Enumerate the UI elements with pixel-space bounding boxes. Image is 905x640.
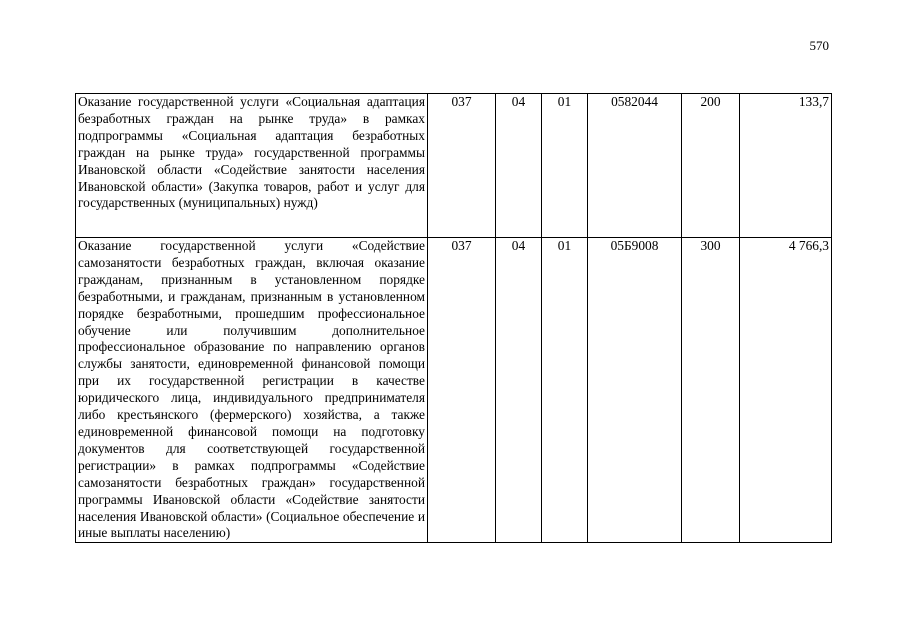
target-article-code: 0582044	[588, 94, 682, 238]
table-row	[76, 238, 832, 543]
amount-value: 4 766,3	[740, 238, 832, 543]
table-row	[76, 94, 832, 238]
page-number: 570	[809, 38, 829, 53]
expense-type-code: 300	[682, 238, 740, 543]
row-description: Оказание государственной услуги «Социальная адаптация безработных граждан на рынке труда» в рамках подпрограммы «Социальная адаптация безработных граждан на рынке труда» государственной программы Ивановской области «Содействие занятости населения Ивановской области» (Закупка товаров, работ и услуг для государственных (муниципальных) нужд)	[76, 94, 428, 238]
row-description: Оказание государственной услуги «Содействие самозанятости безработных граждан, включая оказание гражданам, признанным в установленном порядке безработными, и гражданам, признанным в установленном порядке безработными, прошедшим профессиональное обучение или получившим дополнительное профессиональное образование по направлению органов службы занятости, единовременной финансовой помощи при их государственной регистрации в качестве юридического лица, индивидуального предпринимателя либо крестьянского (фермерского) хозяйства, а также единовременной финансовой помощи на подготовку документов для соответствующей государственной регистрации» в рамках подпрограммы «Содействие самозанятости безработных граждан» государственной программы Ивановской области «Содействие занятости населения Ивановской области» (Социальное обеспечение и иные выплаты населению)	[76, 238, 428, 543]
ministry-code: 037	[428, 238, 496, 543]
expense-type-code: 200	[682, 94, 740, 238]
target-article-code: 05Б9008	[588, 238, 682, 543]
section-code: 04	[496, 238, 542, 543]
budget-table	[75, 93, 832, 543]
section-code: 04	[496, 94, 542, 238]
subsection-code: 01	[542, 238, 588, 543]
subsection-code: 01	[542, 94, 588, 238]
ministry-code: 037	[428, 94, 496, 238]
amount-value: 133,7	[740, 94, 832, 238]
